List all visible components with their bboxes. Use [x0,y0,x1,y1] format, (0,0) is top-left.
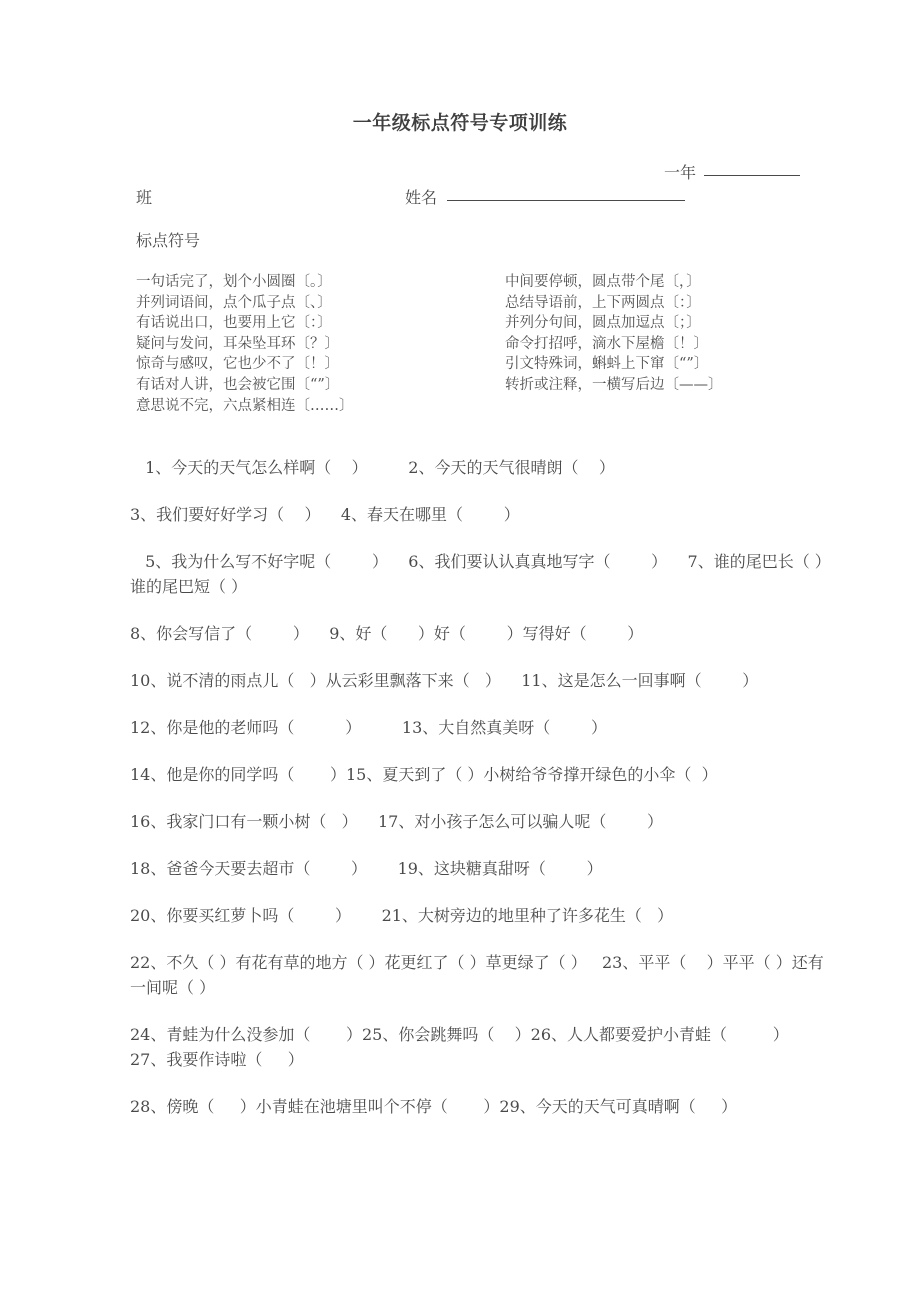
grade-label: 一年 [664,163,697,182]
question-item: 1、今天的天气怎么样啊（ ） 2、今天的天气很晴朗（ ） [140,458,615,477]
rhyme-row [136,272,836,293]
rhyme-right-text: 中间要停顿，圆点带个尾〔，〕 [505,274,701,290]
name-field [405,185,685,208]
rhyme-right-text [505,396,836,417]
question-item: 14、他是你的同学吗（ ）15、夏天到了（ ）小树给爷爷撑开绿色的小伞（ ） [130,765,718,784]
question-item: 8、你会写信了（ ） 9、好（ ）好（ ）写得好（ ） [130,624,644,643]
rhyme-right-text: 并列分句间，圆点加逗点〔；〕 [505,315,701,332]
question-item: 18、爸爸今天要去超市（ ） 19、这块糖真甜呀（ ） [130,859,603,878]
class-label: 班 [136,188,153,207]
question-item: 16、我家门口有一颗小树（ ） 17、对小孩子怎么可以骗人呢（ ） [130,812,664,831]
question-item: 20、你要买红萝卜吗（ ） 21、大树旁边的地里种了许多花生（ ） [130,906,674,925]
rhyme-row [136,354,836,375]
page-title: 一年级标点符号专项训练 [352,112,568,134]
exercise-list [130,455,830,1141]
rhyme-left-text: 意思说不完，六点紧相连〔……〕 [136,397,354,414]
rhyme-right-text: 总结导语前，上下两圆点〔：〕 [505,294,701,311]
rhyme-left-text: 并列词语间，点个瓜子点〔、〕 [136,294,332,311]
question-item: 24、青蛙为什么没参加（ ）25、你会跳舞吗（ ）26、人人都要爱护小青蛙（ ） 27、我要作诗啦（ ） [130,1025,830,1069]
rhyme-right-text: 命令打招呼，滴水下屋檐〔！〕 [505,335,708,352]
rhyme-right-text: 转折或注释，一横写后边〔——〕 [505,376,723,393]
question-item: 10、说不清的雨点儿（ ）从云彩里飘落下来（ ） 11、这是怎么一回事啊（ ） [130,671,759,690]
rhyme-row [136,293,836,314]
rhyme-left-text: 有话对人讲，也会被它围〔“”〕 [136,376,340,393]
rhyme-left-text: 有话说出口，也要用上它〔：〕 [136,315,332,332]
rhyme-left-text: 惊奇与感叹，它也少不了〔！〕 [136,356,339,373]
section-label: 标点符号 [136,231,201,250]
rhyme-row [136,334,836,355]
rhyme-left-text: 疑问与发问，耳朵坠耳环〔？〕 [136,335,339,352]
rhyme-row [136,396,836,417]
question-item: 12、你是他的老师吗（ ） 13、大自然真美呀（ ） [130,718,607,737]
rhyme-row [136,375,836,396]
question-item: 3、我们要好好学习（ ） 4、春天在哪里（ ） [130,505,520,524]
rhyme-right-text: 引文特殊词，蝌蚪上下窜〔“”〕 [505,356,709,373]
grade-blank-line[interactable] [704,175,800,176]
punctuation-rhyme-block [136,272,836,416]
rhyme-row [136,313,836,334]
question-item: 22、不久（ ）有花有草的地方（ ）花更红了（ ）草更绿了（ ） 23、平平（ ）平平（ ）还有一间呢（ ） [130,953,824,997]
name-label: 姓名 [405,188,438,207]
grade-field [664,160,800,183]
question-item: 28、傍晚（ ）小青蛙在池塘里叫个不停（ ）29、今天的天气可真晴啊（ ） [130,1097,738,1116]
rhyme-left-text: 一句话完了，划个小圆圈〔。〕 [136,274,332,290]
question-item: 5、我为什么写不好字呢（ ） 6、我们要认认真真地写字（ ） 7、谁的尾巴长（ ）谁的尾巴短（ ） [130,552,823,596]
name-blank-line[interactable] [447,200,685,201]
